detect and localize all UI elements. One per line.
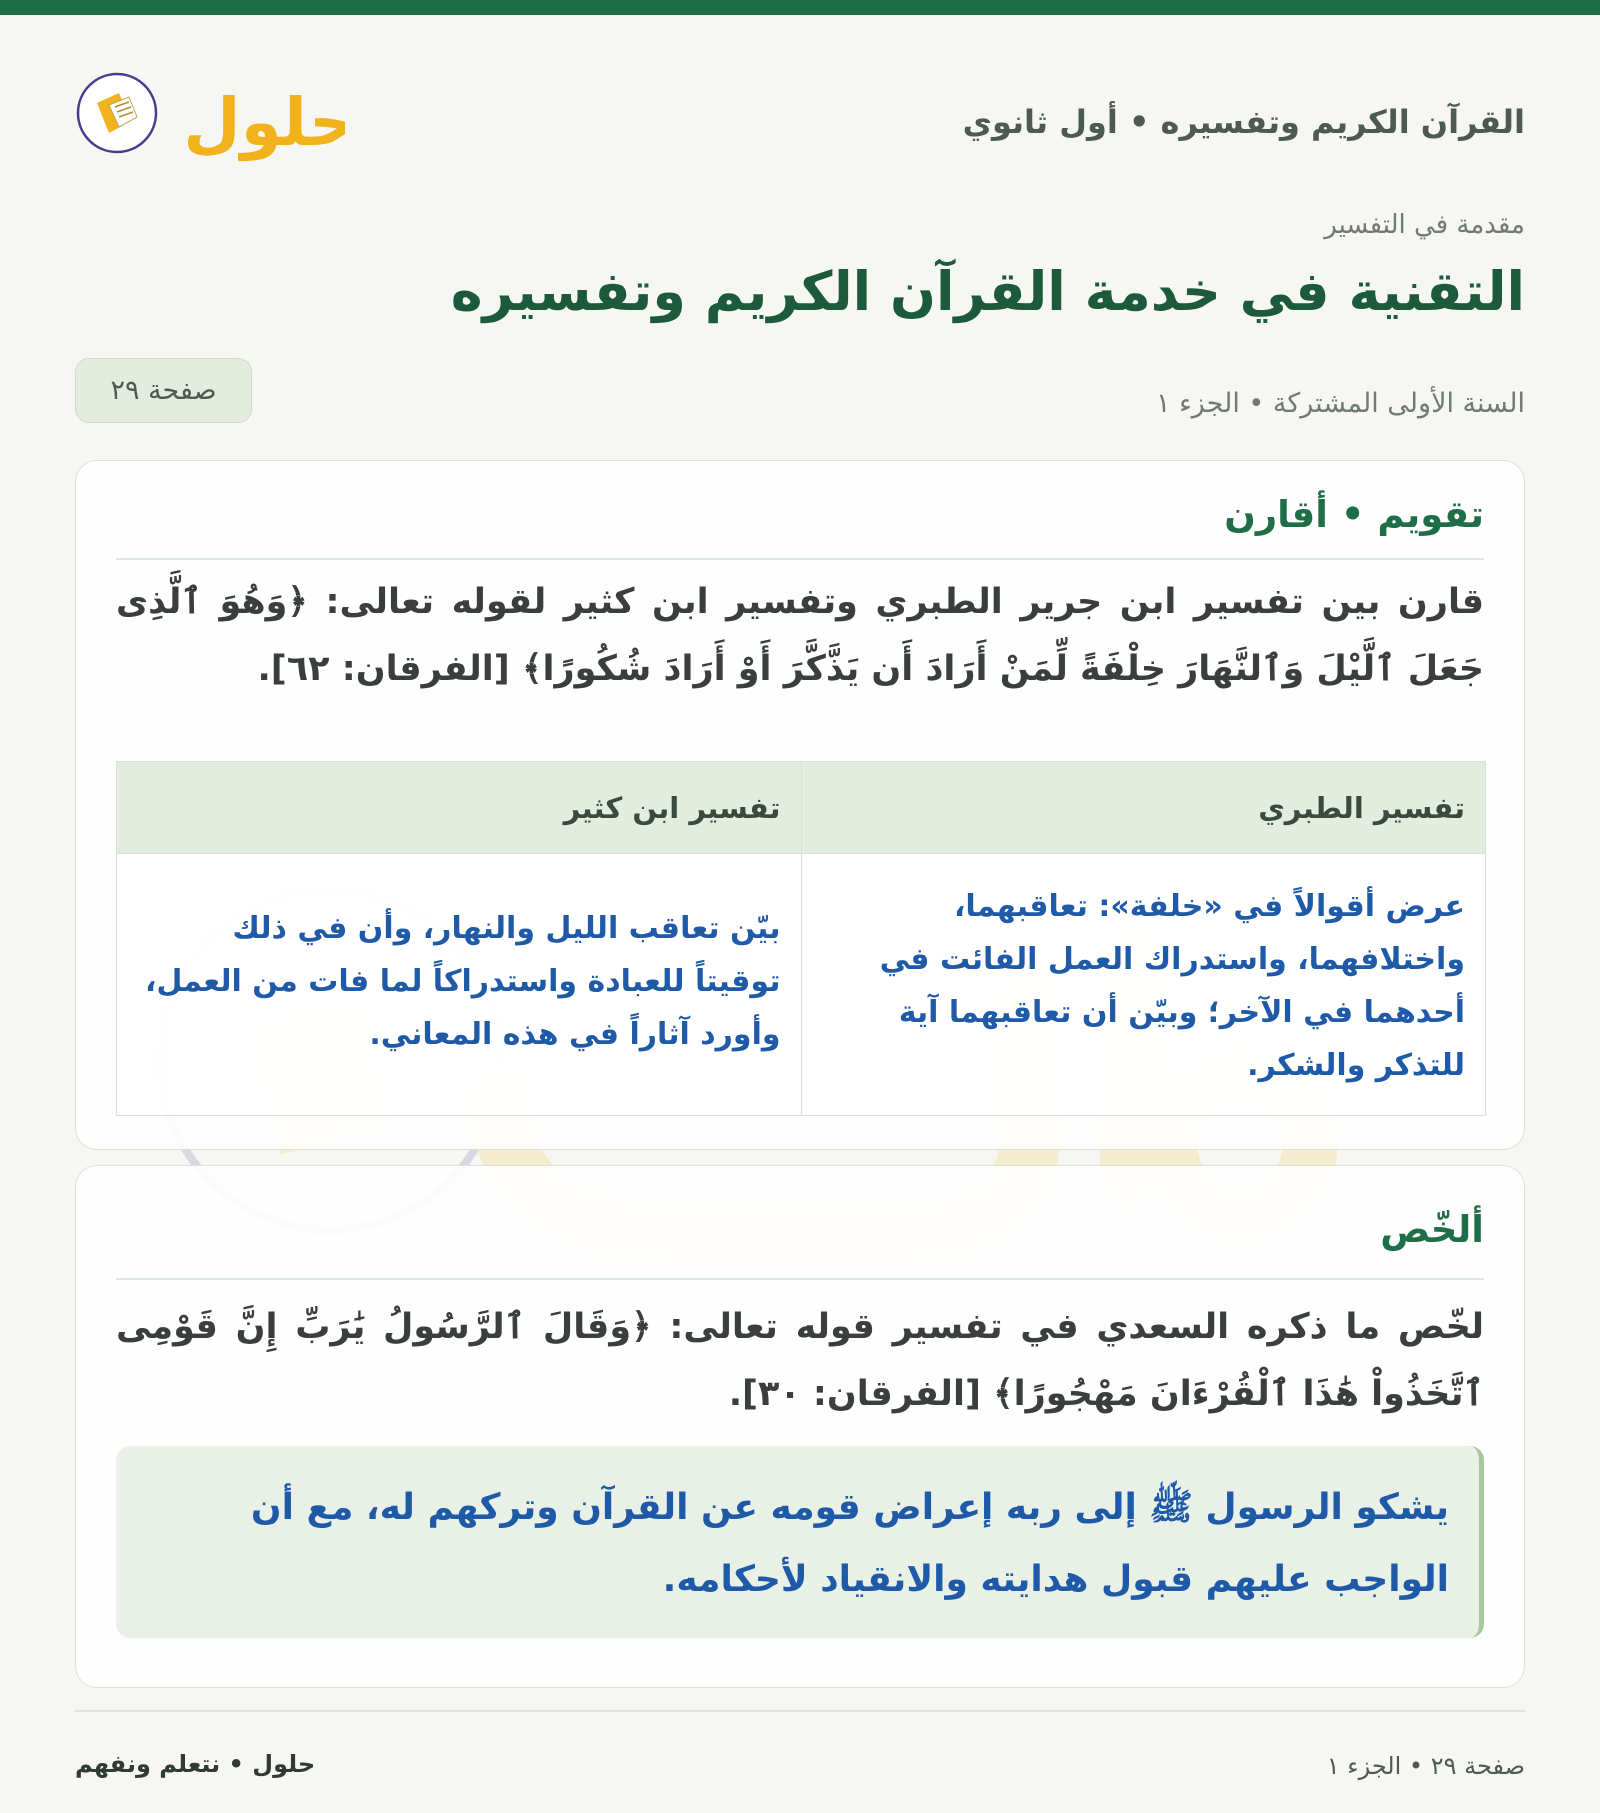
unit-kicker: مقدمة في التفسير [1324, 210, 1525, 240]
divider [116, 1278, 1484, 1280]
ibn-kathir-answer: بيّن تعاقب الليل والنهار، وأن في ذلك توقيتاً للعبادة واستدراكاً لما فات من العمل، وأورد آثاراً في هذه المعاني. [117, 854, 802, 1116]
card-title-compare: تقويم • أقارن [1224, 493, 1484, 536]
footer-divider [75, 1710, 1525, 1712]
card-title-summary: ألخّص [1380, 1208, 1484, 1251]
subject-heading: القرآن الكريم وتفسيره • أول ثانوي [962, 103, 1525, 141]
footer-tagline: حلول • نتعلم ونفهم [75, 1750, 316, 1778]
footer-page-info: صفحة ٢٩ • الجزء ١ [1326, 1752, 1525, 1780]
page-title: التقنية في خدمة القرآن الكريم وتفسيره [450, 260, 1525, 323]
page [0, 15, 1600, 1813]
lesson-meta: السنة الأولى المشتركة • الجزء ١ [1155, 388, 1525, 419]
header [75, 55, 1525, 165]
summary-answer: يشكو الرسول ﷺ إلى ربه إعراض قومه عن القرآن وتركهم له، مع أن الواجب عليهم قبول هدايته والانقياد لأحكامه. [116, 1446, 1484, 1638]
compare-question: قارن بين تفسير ابن جرير الطبري وتفسير ابن كثير لقوله تعالى: ﴿وَهُوَ ٱلَّذِى جَعَلَ ٱلَّيْلَ وَٱلنَّهَارَ خِلْفَةً لِّمَنْ أَرَادَ أَن يَذَّكَّرَ أَوْ أَرَادَ شُكُورًا﴾ [الفرقان: ٦٢]. [116, 582, 1484, 689]
top-accent-bar [0, 0, 1600, 15]
table-header-tabari: تفسير الطبري [801, 762, 1486, 854]
comparison-table [116, 761, 1486, 1116]
divider [116, 558, 1484, 560]
tabari-answer: عرض أقوالاً في «خلفة»: تعاقبهما، واختلافهما، واستدراك العمل الفائت في أحدهما في الآخر؛ وبيّن أن تعاقبهما آية للتذكر والشكر. [801, 854, 1486, 1116]
book-logo-icon [75, 55, 345, 165]
compare-card [75, 460, 1525, 1150]
summary-question: لخّص ما ذكره السعدي في تفسير قوله تعالى: ﴿وَقَالَ ٱلرَّسُولُ يَٰرَبِّ إِنَّ قَوْمِى ٱتَّخَذُواْ هَٰذَا ٱلْقُرْءَانَ مَهْجُورًا﴾ [الفرقان: ٣٠]. [116, 1307, 1484, 1414]
logo-text: حلول [183, 84, 345, 161]
table-header-ibn-kathir: تفسير ابن كثير [117, 762, 802, 854]
page-badge: صفحة ٢٩ [75, 358, 252, 423]
brand-logo[interactable] [75, 55, 345, 165]
summary-card [75, 1165, 1525, 1688]
table-row [117, 854, 1486, 1116]
